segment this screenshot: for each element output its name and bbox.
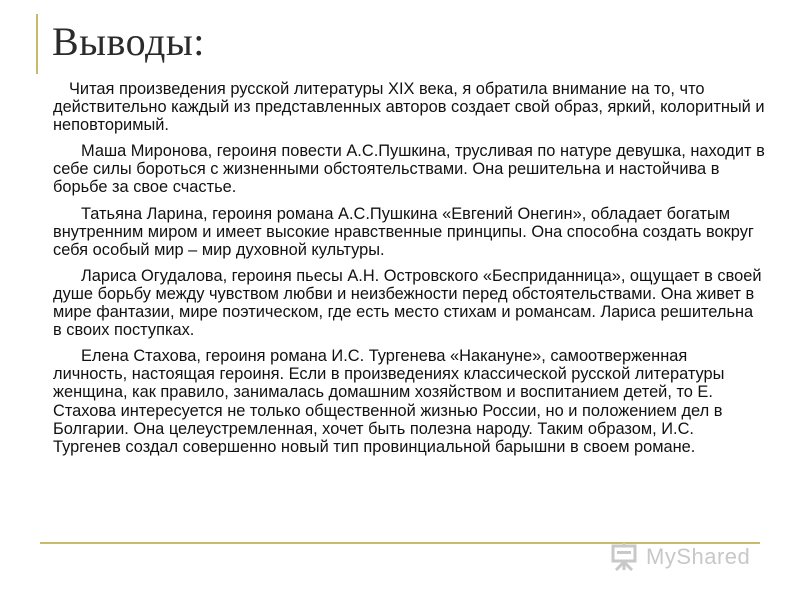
slide-title: Выводы:	[52, 19, 205, 64]
paragraph-elena: Елена Стахова, героиня романа И.С. Тургенева «Накануне», самоотверженная личность, настоящая героиня. Если в произведениях классической русской литературы женщина, как правило, занималась домашним хозяйством и воспитанием детей, то Е. Стахова интересуется не только общественной жизнью России, но и положением дел в Болгарии. Она целеустремленная, хочет быть полезна народу. Таким образом, И.С. Тургенев создал совершенно новый тип провинциальной барышни в своем романе.	[53, 347, 725, 456]
logo-text: MyShared	[646, 544, 751, 569]
myshared-logo[interactable]	[610, 540, 770, 574]
slide-body	[53, 80, 765, 464]
paragraph-tatyana: Татьяна Ларина, героиня романа А.С.Пушкина «Евгений Онегин», обладает богатым внутренним миром и имеет высокие нравственные принципы. Она способна создать вокруг себя особый мир – мир духовной культуры.	[53, 204, 754, 259]
title-accent-bar	[36, 14, 38, 74]
paragraph-masha: Маша Миронова, героиня повести А.С.Пушкина, трусливая по натуре девушка, находит в себе силы бороться с жизненными обстоятельствами. Она решительна и настойчива в борьбе за свое счастье.	[53, 142, 765, 197]
presentation-board-icon	[610, 543, 638, 571]
paragraph-intro: Читая произведения русской литературы XIX века, я обратила внимание на то, что действительно каждый из представленных авторов создает свой образ, яркий, колоритный и неповторимый.	[53, 80, 765, 135]
paragraph-larisa: Лариса Огудалова, героиня пьесы А.Н. Островского «Бесприданница», ощущает в своей душе борьбу между чувством любви и неизбежности перед обстоятельствами. Она живет в мире фантазии, мире поэтическом, где есть место стихам и романсам. Лариса решительна в своих поступках.	[53, 266, 762, 340]
